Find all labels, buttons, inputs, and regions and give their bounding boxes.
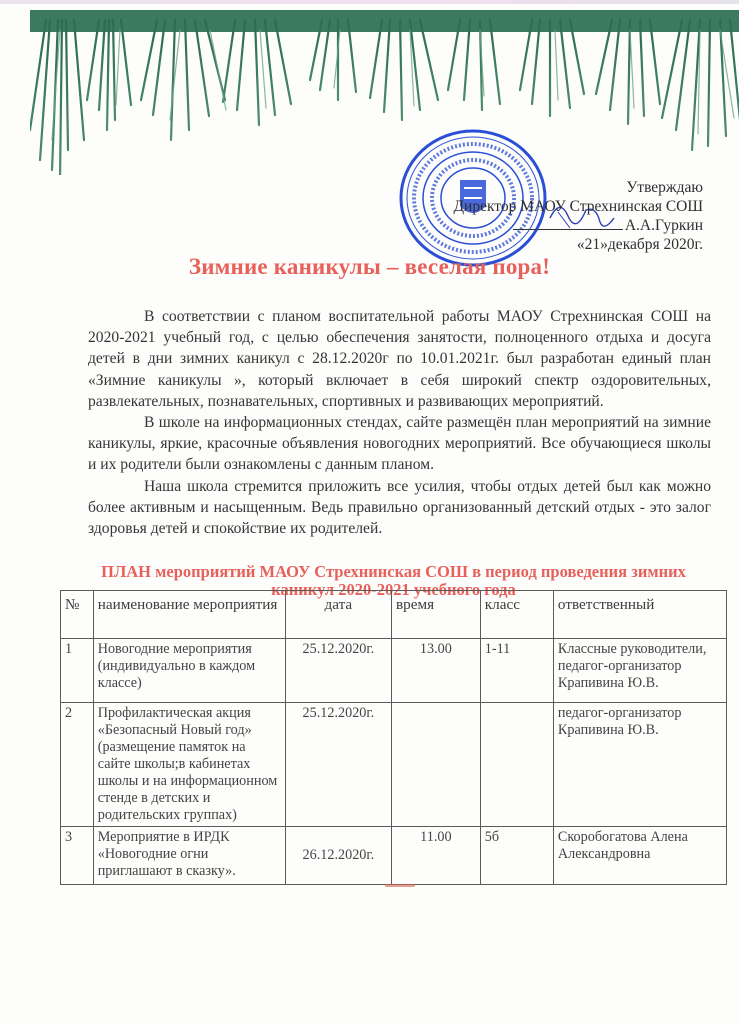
scan-edge bbox=[0, 0, 739, 4]
director-name: А.А.Гуркин bbox=[624, 217, 703, 234]
paragraph: В соответствии с планом воспитательной работы МАОУ Стрехнинская СОШ на 2020-2021 учебный год, с целью обеспечения занятости, полноценного отдыха и досуга детей в дни зимних каникул с 28.12.2020г по 10.01.2021г. был разработан единый план «Зимние каникулы », который включает в себя широкий спектр оздоровительных, развлекательных, познавательных, спортивных и развивающих мероприятий. bbox=[88, 308, 711, 410]
column-header-number: № bbox=[61, 591, 94, 639]
cell-responsible: педагог-организатор Крапивина Ю.В. bbox=[553, 703, 726, 827]
page-headline: Зимние каникулы – веселая пора! bbox=[188, 254, 551, 279]
cell-number: 3 bbox=[61, 827, 94, 885]
approval-line-date: «21»декабря 2020г. bbox=[576, 236, 703, 253]
cell-responsible: Классные руководители, педагог-организатор Крапивина Ю.В. bbox=[553, 639, 726, 703]
approval-line-director: Директор МАОУ Стрехнинская СОШ bbox=[453, 198, 703, 215]
cell-class: 1-11 bbox=[480, 639, 553, 703]
cell-event-name: Профилактическая акция «Безопасный Новый год» (размещение памяток на сайте школы;в кабинетах школы и на информационном стенде в детских и родительских группах) bbox=[93, 703, 285, 827]
paragraph: В школе на информационных стендах, сайте размещён план мероприятий на зимние каникулы, яркие, красочные объявления новогодних мероприятий. Все обучающиеся школы и их родители были ознакомлены с данным планом. bbox=[88, 414, 711, 474]
column-header-event-name: наименование мероприятия bbox=[93, 591, 285, 639]
cell-time bbox=[391, 703, 480, 827]
plan-title-line-2: каникул 2020-2021 учебного года bbox=[271, 580, 516, 599]
cell-event-name: Новогодние мероприятия (индивидуально в каждом классе) bbox=[93, 639, 285, 703]
intro-text bbox=[88, 306, 711, 539]
approval-block bbox=[453, 178, 703, 254]
table-row bbox=[61, 639, 727, 703]
column-header-time: время bbox=[391, 591, 480, 639]
column-header-date: дата bbox=[285, 591, 391, 639]
table-row bbox=[61, 827, 727, 885]
paragraph: Наша школа стремится приложить все усилия, чтобы отдых детей был как можно более активным и насыщенным. Ведь правильно организованный детский отдых - это залог здоровья детей и спокойствие их родителей. bbox=[88, 477, 711, 538]
events-plan-table bbox=[60, 590, 727, 885]
scan-mark bbox=[385, 884, 415, 887]
approval-line-approve: Утверждаю bbox=[626, 179, 703, 196]
cell-date: 26.12.2020г. bbox=[285, 827, 391, 885]
table-row bbox=[61, 703, 727, 827]
cell-number: 1 bbox=[61, 639, 94, 703]
cell-date: 25.12.2020г. bbox=[285, 703, 391, 827]
column-header-class: класс bbox=[480, 591, 553, 639]
cell-event-name: Мероприятие в ИРДК «Новогодние огни приглашают в сказку». bbox=[93, 827, 285, 885]
cell-date: 25.12.2020г. bbox=[285, 639, 391, 703]
table-header-row bbox=[61, 591, 727, 639]
column-header-responsible: ответственный bbox=[553, 591, 726, 639]
cell-class: 5б bbox=[480, 827, 553, 885]
plan-title-line-1: ПЛАН мероприятий МАОУ Стрехнинская СОШ в период проведения зимних bbox=[101, 562, 686, 581]
fir-garland-icon bbox=[30, 10, 739, 175]
cell-time: 13.00 bbox=[391, 639, 480, 703]
cell-time: 11.00 bbox=[391, 827, 480, 885]
approval-line-name bbox=[453, 216, 703, 235]
cell-number: 2 bbox=[61, 703, 94, 827]
cell-class bbox=[480, 703, 553, 827]
cell-responsible: Скоробогатова Алена Александровна bbox=[553, 827, 726, 885]
signature-line bbox=[513, 229, 623, 230]
